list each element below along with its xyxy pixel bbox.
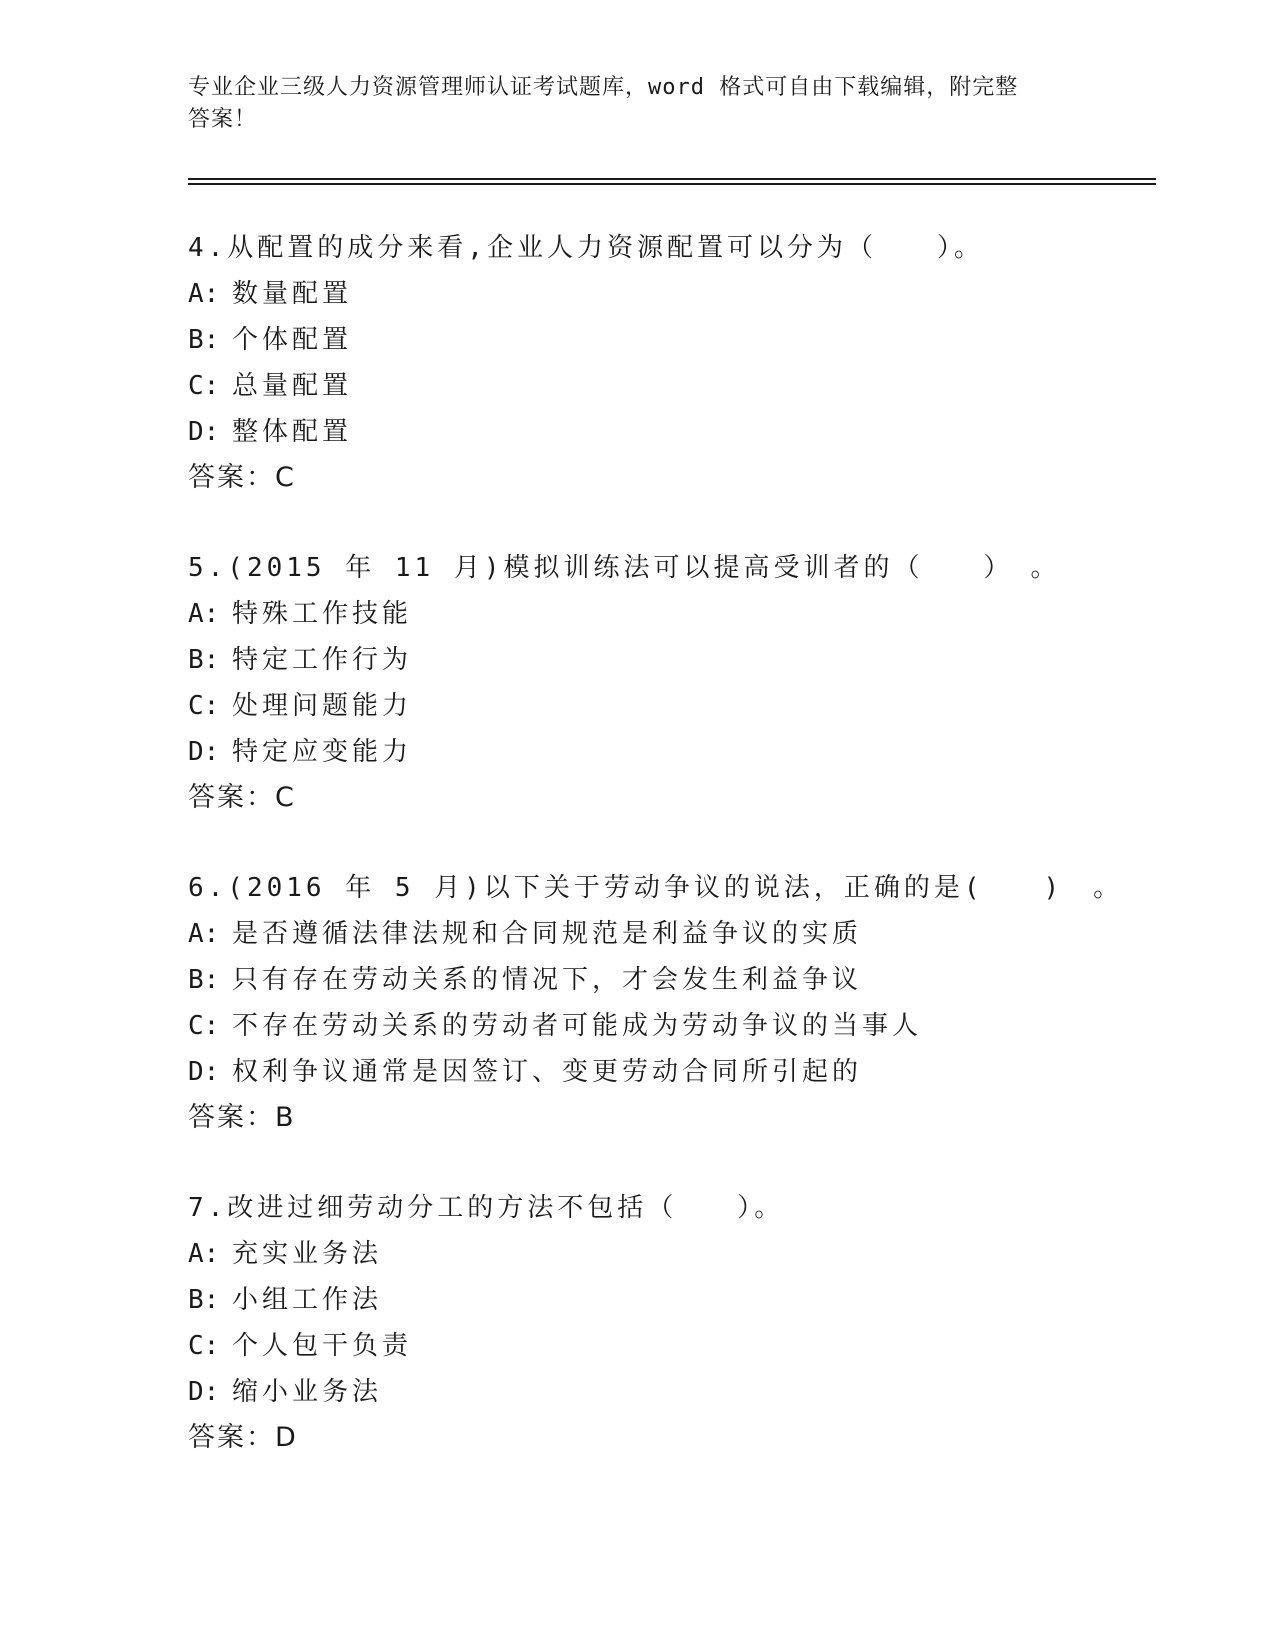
option-key: D: <box>188 417 220 447</box>
option-key: B: <box>188 965 220 995</box>
option-key: C: <box>188 691 220 721</box>
option-text: 特定应变能力 <box>232 737 413 767</box>
option-text: 只有存在劳动关系的情况下，才会发生利益争议 <box>232 965 863 995</box>
header-divider-top <box>188 178 1156 180</box>
question-5 <box>188 545 1148 821</box>
option-d <box>188 1049 1148 1095</box>
header-divider-bottom <box>188 183 1156 185</box>
option-text: 权利争议通常是因签订、变更劳动合同所引起的 <box>232 1057 863 1087</box>
option-text: 特殊工作技能 <box>232 599 413 629</box>
option-a <box>188 271 1148 317</box>
option-d <box>188 1369 1148 1415</box>
option-key: A: <box>188 1239 220 1269</box>
option-a <box>188 1231 1148 1277</box>
option-key: D: <box>188 1377 220 1407</box>
option-text: 总量配置 <box>232 371 353 401</box>
option-d <box>188 409 1148 455</box>
option-a <box>188 911 1148 957</box>
option-text: 是否遵循法律法规和合同规范是利益争议的实质 <box>232 919 863 949</box>
option-text: 小组工作法 <box>232 1285 383 1315</box>
option-text: 整体配置 <box>232 417 353 447</box>
option-b <box>188 1277 1148 1323</box>
option-b <box>188 957 1148 1003</box>
option-key: A: <box>188 919 220 949</box>
option-key: D: <box>188 737 220 767</box>
option-c <box>188 363 1148 409</box>
option-a <box>188 591 1148 637</box>
option-text: 缩小业务法 <box>232 1377 383 1407</box>
option-key: A: <box>188 279 220 309</box>
option-key: C: <box>188 1011 220 1041</box>
option-key: A: <box>188 599 220 629</box>
option-key: B: <box>188 1285 220 1315</box>
header-line-1: 专业企业三级人力资源管理师认证考试题库，word 格式可自由下载编辑，附完整 <box>188 75 1019 100</box>
option-b <box>188 637 1148 683</box>
option-key: C: <box>188 1331 220 1361</box>
answer-line: 答案：D <box>188 1422 298 1453</box>
option-c <box>188 1323 1148 1369</box>
question-4 <box>188 225 1148 501</box>
answer-line: 答案：C <box>188 462 296 493</box>
document-header <box>188 72 1088 136</box>
option-text: 充实业务法 <box>232 1239 383 1269</box>
answer-line: 答案：B <box>188 1102 296 1133</box>
header-line-2: 答案！ <box>188 107 258 132</box>
question-stem: 6.(2016 年 5 月)以下关于劳动争议的说法，正确的是( ) 。 <box>188 873 1124 903</box>
option-text: 个人包干负责 <box>232 1331 413 1361</box>
option-text: 处理问题能力 <box>232 691 413 721</box>
option-key: D: <box>188 1057 220 1087</box>
question-7 <box>188 1185 1148 1461</box>
option-text: 数量配置 <box>232 279 353 309</box>
question-stem: 4.从配置的成分来看,企业人力资源配置可以分为（ ）。 <box>188 233 984 263</box>
answer-line: 答案：C <box>188 782 296 813</box>
option-text: 个体配置 <box>232 325 353 355</box>
option-c <box>188 1003 1148 1049</box>
option-key: B: <box>188 645 220 675</box>
option-text: 不存在劳动关系的劳动者可能成为劳动争议的当事人 <box>232 1011 923 1041</box>
question-6 <box>188 865 1148 1141</box>
question-stem: 5.(2015 年 11 月)模拟训练法可以提高受训者的（ ） 。 <box>188 553 1061 583</box>
option-c <box>188 683 1148 729</box>
option-text: 特定工作行为 <box>232 645 413 675</box>
question-stem: 7.改进过细劳动分工的方法不包括（ ）。 <box>188 1193 785 1223</box>
option-b <box>188 317 1148 363</box>
option-d <box>188 729 1148 775</box>
option-key: B: <box>188 325 220 355</box>
option-key: C: <box>188 371 220 401</box>
